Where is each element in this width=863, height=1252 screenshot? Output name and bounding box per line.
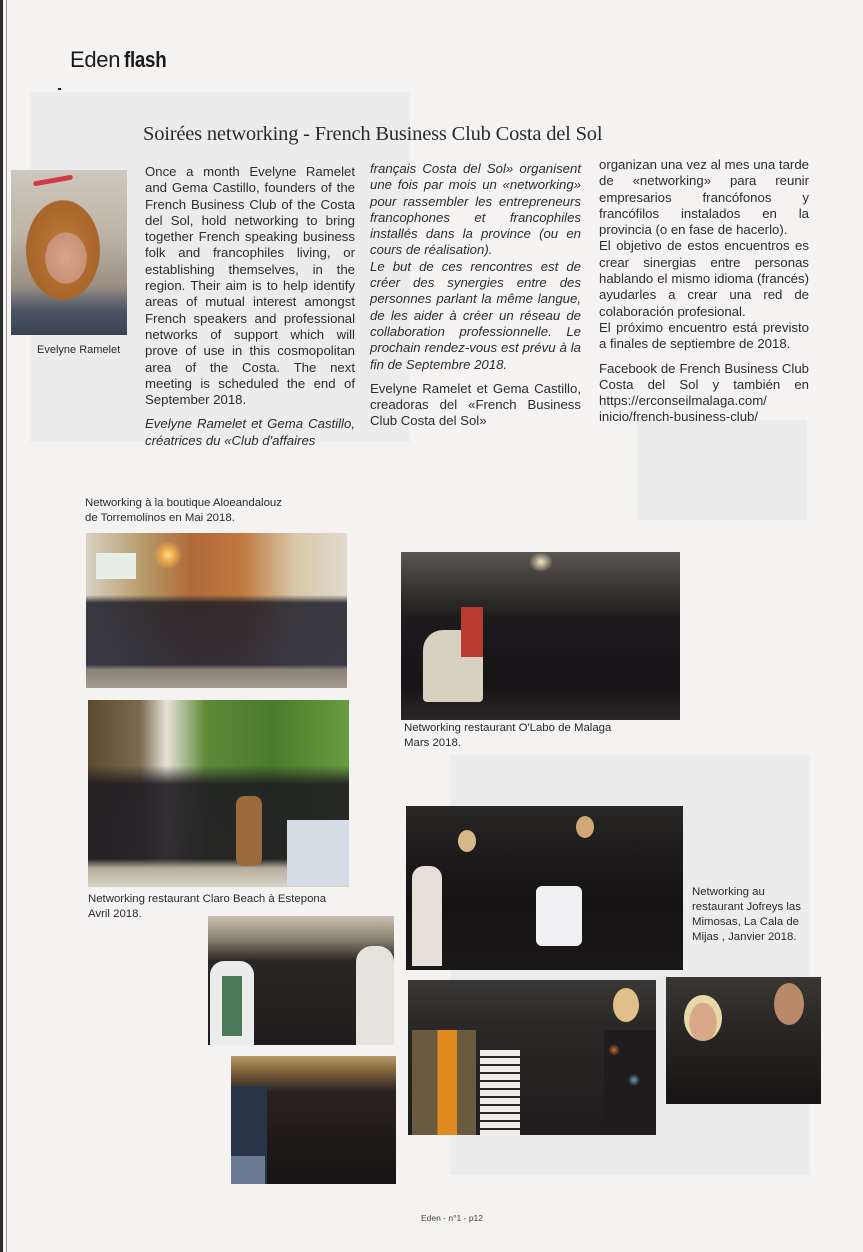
guest-striped-sweater (480, 1050, 520, 1135)
photo-small-3 (408, 980, 656, 1135)
french-paragraph-2: Le but de ces rencontres est de créer des synergies entre des personnes parlant la même langue, de les aider à créer un réseau de collaboration professionnelle. Le prochain rendez-vous est prévu à la fin de Septembre 2018. (370, 258, 581, 372)
masthead (70, 47, 174, 73)
photo-small-1 (208, 916, 394, 1045)
portrait-photo (11, 170, 127, 335)
guest-blonde-smiling (684, 995, 722, 1041)
glasses-icon (33, 175, 73, 187)
masthead-flash: flash (124, 47, 167, 72)
facebook-link-paragraph: Facebook de French Business Club Costa del Sol y también en https://erconseilmalaga.com/ inicio/french-business-club/ (599, 360, 809, 425)
page-footer: Eden - n°1 - p12 (421, 1213, 483, 1223)
guest-floral-dress (604, 1030, 656, 1135)
spanish-paragraph-2: El objetivo de estos encuentros es crear sinergias entre personas hablando el mismo idioma (francés) ayudarles a crear una red de colaboración profesional. (599, 238, 809, 319)
decorative-mark (58, 88, 61, 90)
guest-light-jacket (356, 946, 394, 1045)
photo-small-2 (231, 1056, 396, 1184)
photo-small-4 (666, 977, 821, 1104)
aloeandalouz-shop-sign (96, 553, 136, 579)
spanish-intro-paragraph: Evelyne Ramelet et Gema Castillo, creadoras del «French Business Club Costa del Sol» (370, 380, 581, 429)
page-binding-edge (0, 0, 3, 1252)
guest-tan-dress (236, 796, 262, 866)
caption-olabo: Networking restaurant O'Labo de Malaga Mars 2018. (404, 722, 612, 749)
caption-jofreys: Networking au restaurant Jofreys las Mimosas, La Cala de Mijas , Janvier 2018. (692, 886, 801, 943)
article-column-french (370, 161, 581, 430)
portrait-caption: Evelyne Ramelet (37, 344, 121, 356)
article-title: Soirées networking - French Business Club Costa del Sol (143, 123, 603, 145)
photo-jofreys-group (406, 806, 683, 970)
guest-green-top (222, 976, 242, 1036)
guest-blonde (576, 816, 594, 838)
spanish-paragraph-3: El próximo encuentro está previsto a finales de septiembre de 2018. (599, 319, 809, 352)
spanish-paragraph-1: organizan una vez al mes una tarde de «networking» para reunir empresarios francófonos y francófilos instalados en la provincia (o en fase de hacerlo). (599, 157, 809, 238)
guest-blonde (458, 830, 476, 852)
bleed-through-block (637, 420, 807, 520)
guest-blonde (613, 988, 639, 1022)
article-column-english (145, 164, 355, 449)
caption-claro: Networking restaurant Claro Beach à Estepona Avril 2018. (88, 893, 327, 920)
photo-torremolinos (86, 533, 347, 688)
english-paragraph: Once a month Evelyne Ramelet and Gema Castillo, founders of the French Business Club of the Costa del Sol, hold networking to bring together French speaking business folk and francophiles living, or establishing themselves, in the region. Their aim is to help identify areas of mutual interest amongst French speakers and professional networks of support which will prove of use in this cosmopolitan area of the Costa. The next meeting is scheduled the end of September 2018. (145, 164, 355, 408)
french-paragraph-1: français Costa del Sol» organisent une fois par mois un «networking» pour rassembler les entrepreneurs francophones et francophiles installés dans la province (ou en cours de réalisation). (370, 161, 581, 258)
french-intro-paragraph: Evelyne Ramelet et Gema Castillo, créatrices du «Club d'affaires (145, 416, 355, 448)
guest-glasses (774, 983, 804, 1025)
guest-white-top (412, 866, 442, 966)
guest-red-top (461, 607, 483, 657)
guest-jeans (231, 1156, 265, 1184)
masthead-eden: Eden (70, 47, 121, 72)
guest-orange-jacket (412, 1030, 476, 1135)
page-binding-line (6, 0, 7, 1252)
photo-claro-beach (88, 700, 349, 887)
caption-torremolinos: Networking à la boutique Aloeandalouz de Torremolinos en Mai 2018. (85, 497, 282, 524)
article-column-spanish (599, 157, 809, 426)
photo-olabo (401, 552, 680, 720)
table-white-cloth (536, 886, 582, 946)
bar-counter (287, 820, 349, 886)
